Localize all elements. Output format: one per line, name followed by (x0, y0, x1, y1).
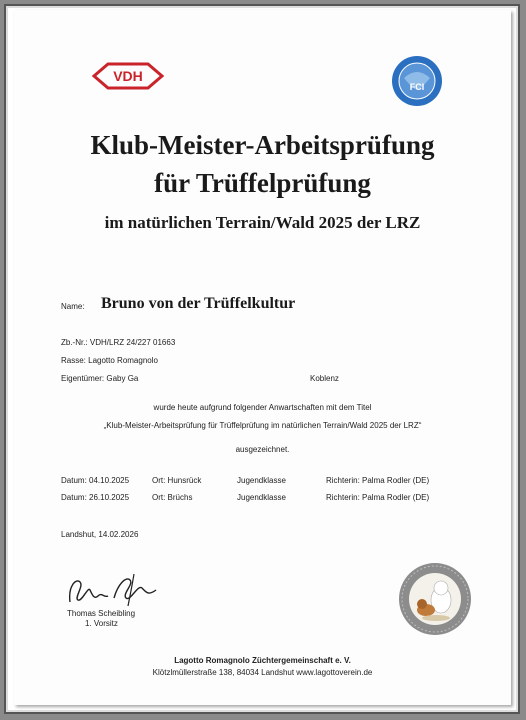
place-date: Landshut, 14.02.2026 (61, 530, 139, 539)
event-2-date: Datum: 26.10.2025 (61, 493, 130, 502)
title-line-2: für Trüffelprüfung (154, 168, 371, 198)
club-seal (396, 560, 474, 638)
owner: Eigentümer: Gaby Ga (61, 374, 139, 383)
footer-address: Klötzlmüllerstraße 138, 84034 Landshut www.lagottoverein.de (152, 668, 373, 677)
title-line-1: Klub-Meister-Arbeitsprüfung (90, 130, 435, 160)
award-line-2: „Klub-Meister-Arbeitsprüfung für Trüffelprüfung im natürlichen Terrain/Wald 2025 der LRZ“ (103, 421, 422, 430)
footer-org: Lagotto Romagnolo Züchtergemeinschaft e. V. (174, 656, 351, 665)
award-line-1: wurde heute aufgrund folgender Anwartschaften mit dem Titel (153, 403, 372, 412)
event-1-place: Ort: Hunsrück (152, 476, 202, 485)
name-label: Name: (61, 302, 85, 311)
zb-number: Zb.-Nr.: VDH/LRZ 24/227 01663 (61, 338, 176, 347)
breed: Rasse: Lagotto Romagnolo (61, 356, 158, 365)
vdh-logo (92, 62, 164, 90)
dog-name: Bruno von der Trüffelkultur (101, 295, 296, 312)
handwritten-signature (64, 572, 164, 608)
signatory-name: Thomas Scheibling (67, 609, 136, 618)
event-2-judge: Richterin: Palma Rodler (DE) (326, 493, 430, 502)
award-line-3: ausgezeichnet. (235, 445, 290, 454)
title-line-3: im natürlichen Terrain/Wald 2025 der LRZ (104, 213, 421, 232)
certificate-page (14, 10, 511, 705)
vdh-logo-text: VDH (113, 68, 143, 84)
signatory-role: 1. Vorsitz (85, 619, 118, 628)
event-2-class: Jugendklasse (237, 493, 286, 502)
event-1-date: Datum: 04.10.2025 (61, 476, 130, 485)
event-1-judge: Richterin: Palma Rodler (DE) (326, 476, 430, 485)
fci-logo-text: FCI (409, 82, 425, 92)
event-1-class: Jugendklasse (237, 476, 286, 485)
fci-logo (390, 54, 444, 108)
owner-city: Koblenz (310, 374, 339, 383)
event-2-place: Ort: Brüchs (152, 493, 193, 502)
